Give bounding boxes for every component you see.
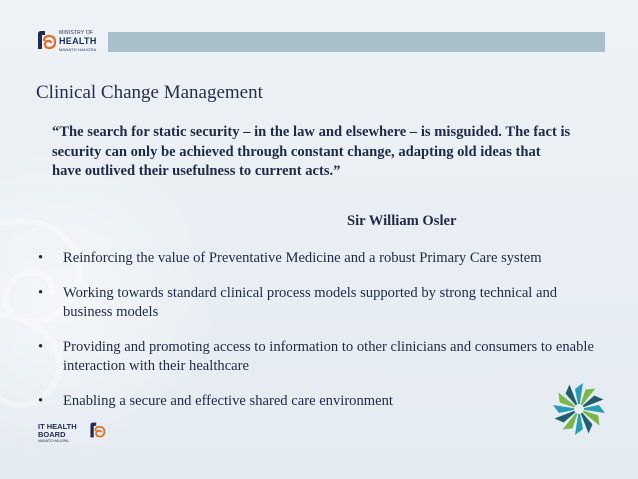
- bullet-text: Reinforcing the value of Preventative Medicine and a robust Primary Care system: [63, 250, 542, 266]
- flower-emblem-icon: [548, 378, 610, 440]
- koru-logo-icon: [88, 421, 106, 439]
- logo-line-maori: MANATŪ HAUORA: [38, 439, 69, 443]
- bullet-text: Working towards standard clinical process models supported by strong technical and business models: [63, 284, 558, 320]
- bullet-text: Providing and promoting access to information to other clinicians and consumers to enable interaction with their healthcare: [63, 338, 594, 374]
- quote-author: Sir William Osler: [347, 213, 457, 229]
- bullet-item: [38, 249, 598, 269]
- logo-line-health: HEALTH: [59, 36, 97, 46]
- logo-line-board: BOARD: [38, 430, 66, 439]
- logo-line-it-health: IT HEALTH: [38, 422, 77, 431]
- bullet-list: [38, 249, 598, 426]
- bullet-text: Enabling a secure and effective shared care environment: [63, 392, 393, 409]
- bullet-item: [38, 338, 598, 377]
- it-health-board-logo: [36, 420, 108, 444]
- header-bar: [108, 32, 605, 52]
- bullet-marker: •: [38, 338, 44, 355]
- ministry-of-health-logo: [35, 28, 107, 54]
- logo-line-maori: MANATŪ HAUORA: [59, 47, 97, 52]
- koru-logo-icon: [35, 29, 57, 51]
- bullet-item: [38, 392, 598, 412]
- bullet-item: [38, 284, 598, 323]
- bullet-marker: •: [38, 392, 44, 409]
- bullet-marker: •: [38, 284, 44, 301]
- bullet-marker: •: [38, 250, 44, 266]
- quote-text: “The search for static security – in the law and elsewhere – is misguided. The fact is security can only be achieved through constant change, adapting old ideas that have outlived their usefulness to current acts.”: [52, 124, 571, 179]
- slide-title: Clinical Change Management: [36, 82, 263, 103]
- logo-line-ministry: MINISTRY OF: [59, 30, 94, 36]
